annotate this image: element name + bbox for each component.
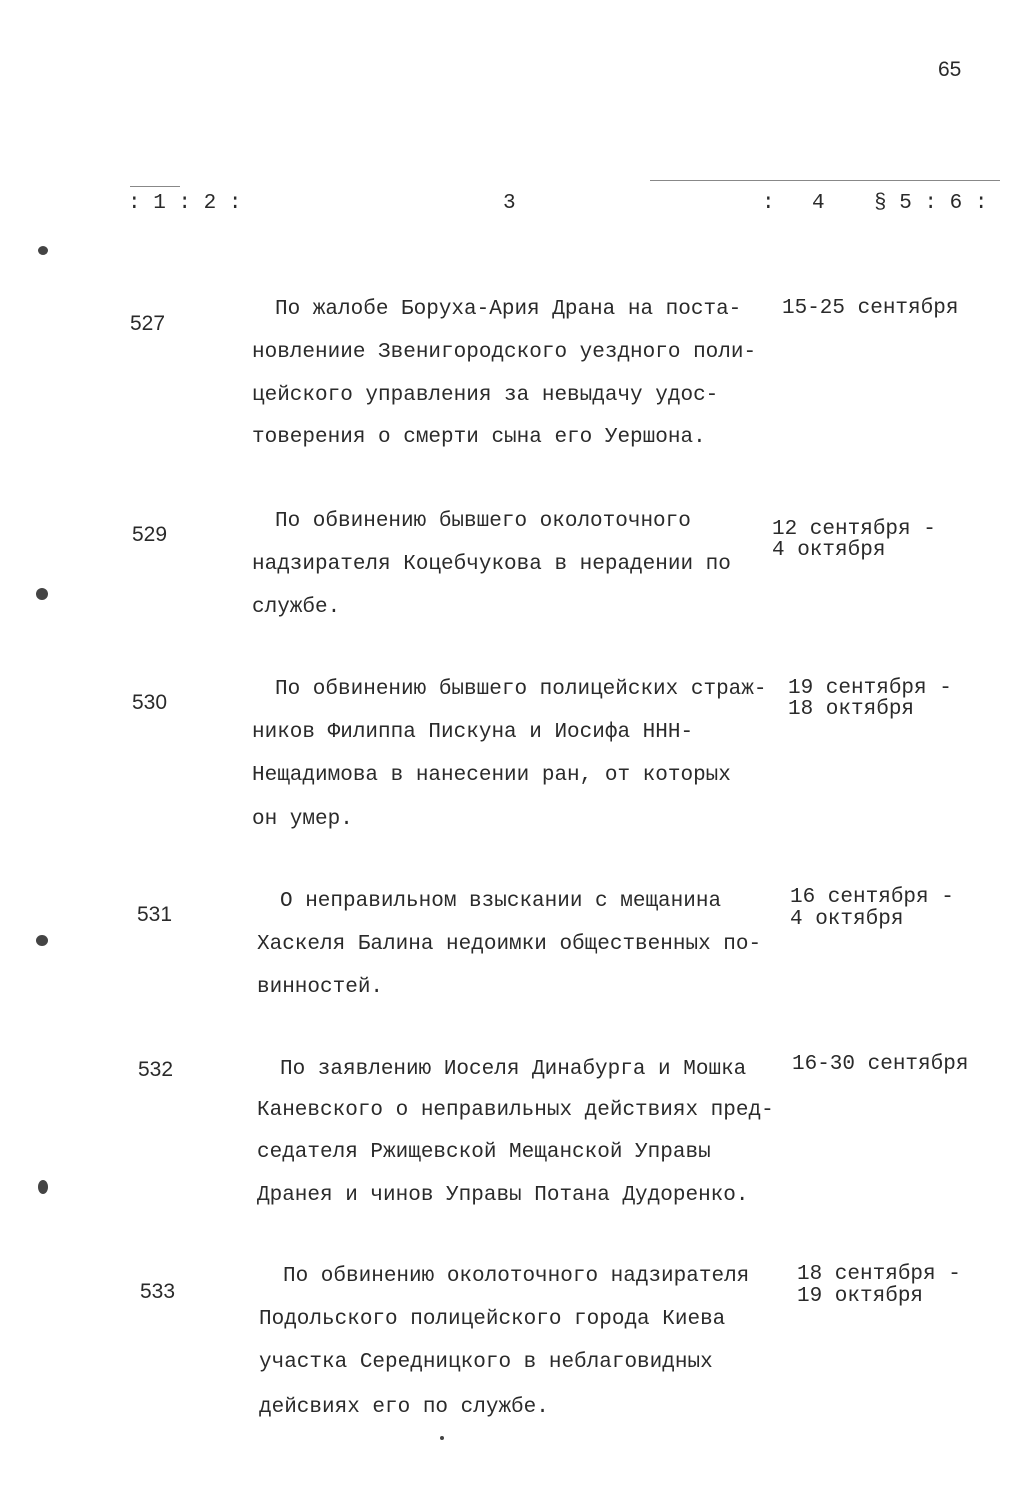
binder-hole-mark (38, 1180, 48, 1194)
entry-text-line: По обвинению бывшего полицейских страж- (275, 678, 767, 701)
entry-text-line: По жалобе Боруха-Ария Драна на поста- (275, 298, 742, 321)
entry-number: 531 (137, 903, 173, 926)
scan-speck (440, 1436, 444, 1440)
entry-number: 533 (140, 1280, 176, 1303)
entry-text-line: участка Середницкого в неблаговидных (259, 1351, 713, 1374)
entry-date: 4 октября (772, 539, 886, 562)
header-columns-5-6: § 5 : 6 : (874, 192, 988, 215)
entry-text-line: седателя Ржищевской Мещанской Управы (257, 1141, 711, 1164)
entry-date: 16 сентября - (790, 886, 954, 909)
page-number: 65 (938, 58, 962, 81)
binder-hole-mark (38, 246, 48, 255)
entry-date: 19 сентября - (788, 677, 952, 700)
entry-text-line: новлениие Звенигородского уездного поли- (252, 341, 757, 364)
entry-date: 18 октября (788, 698, 915, 721)
entry-date: 4 октября (790, 908, 904, 931)
header-column-4: 4 (812, 192, 825, 215)
entry-date: 15-25 сентября (782, 297, 959, 320)
header-rule (650, 180, 1000, 181)
binder-hole-mark (36, 935, 48, 946)
entry-number: 529 (132, 523, 168, 546)
entry-text-line: По заявлению Иоселя Динабурга и Мошка (280, 1058, 747, 1081)
entry-text-line: дейсвиях его по службе. (259, 1396, 549, 1419)
entry-text-line: Каневского о неправильных действиях пред- (257, 1099, 774, 1122)
entry-text-line: Нещадимова в нанесении ран, от которых (252, 764, 731, 787)
header-rule (130, 186, 180, 187)
entry-number: 530 (132, 691, 168, 714)
entry-number: 532 (138, 1058, 174, 1081)
entry-text-line: Хаскеля Балина недоимки общественных по- (257, 933, 762, 956)
entry-text-line: Дранея и чинов Управы Потана Дудоренко. (257, 1184, 749, 1207)
header-column-3: 3 (503, 192, 516, 215)
binder-hole-mark (36, 588, 48, 600)
entry-date: 18 сентября - (797, 1263, 961, 1286)
entry-text-line: Подольского полицейского города Киева (259, 1308, 726, 1331)
entry-text-line: надзирателя Коцебчукова в нерадении по (252, 553, 731, 576)
entry-number: 527 (130, 312, 166, 335)
header-separator: : (762, 192, 775, 215)
entry-text-line: цейского управления за невыдачу удос- (252, 384, 719, 407)
entry-date: 16-30 сентября (792, 1053, 969, 1076)
header-columns-1-2: : 1 : 2 : (128, 192, 242, 215)
entry-text-line: О неправильном взыскании с мещанина (280, 890, 722, 913)
entry-date: 12 сентября - (772, 518, 936, 541)
entry-text-line: По обвинению бывшего околоточного (275, 510, 691, 533)
entry-text-line: винностей. (257, 976, 384, 999)
entry-text-line: По обвинению околоточного надзирателя (283, 1265, 750, 1288)
entry-text-line: товерения о смерти сына его Уершона. (252, 426, 706, 449)
entry-text-line: он умер. (252, 808, 353, 831)
entry-text-line: службе. (252, 596, 341, 619)
entry-text-line: ников Филиппа Пискуна и Иосифа ННН- (252, 721, 694, 744)
entry-date: 19 октября (797, 1285, 924, 1308)
